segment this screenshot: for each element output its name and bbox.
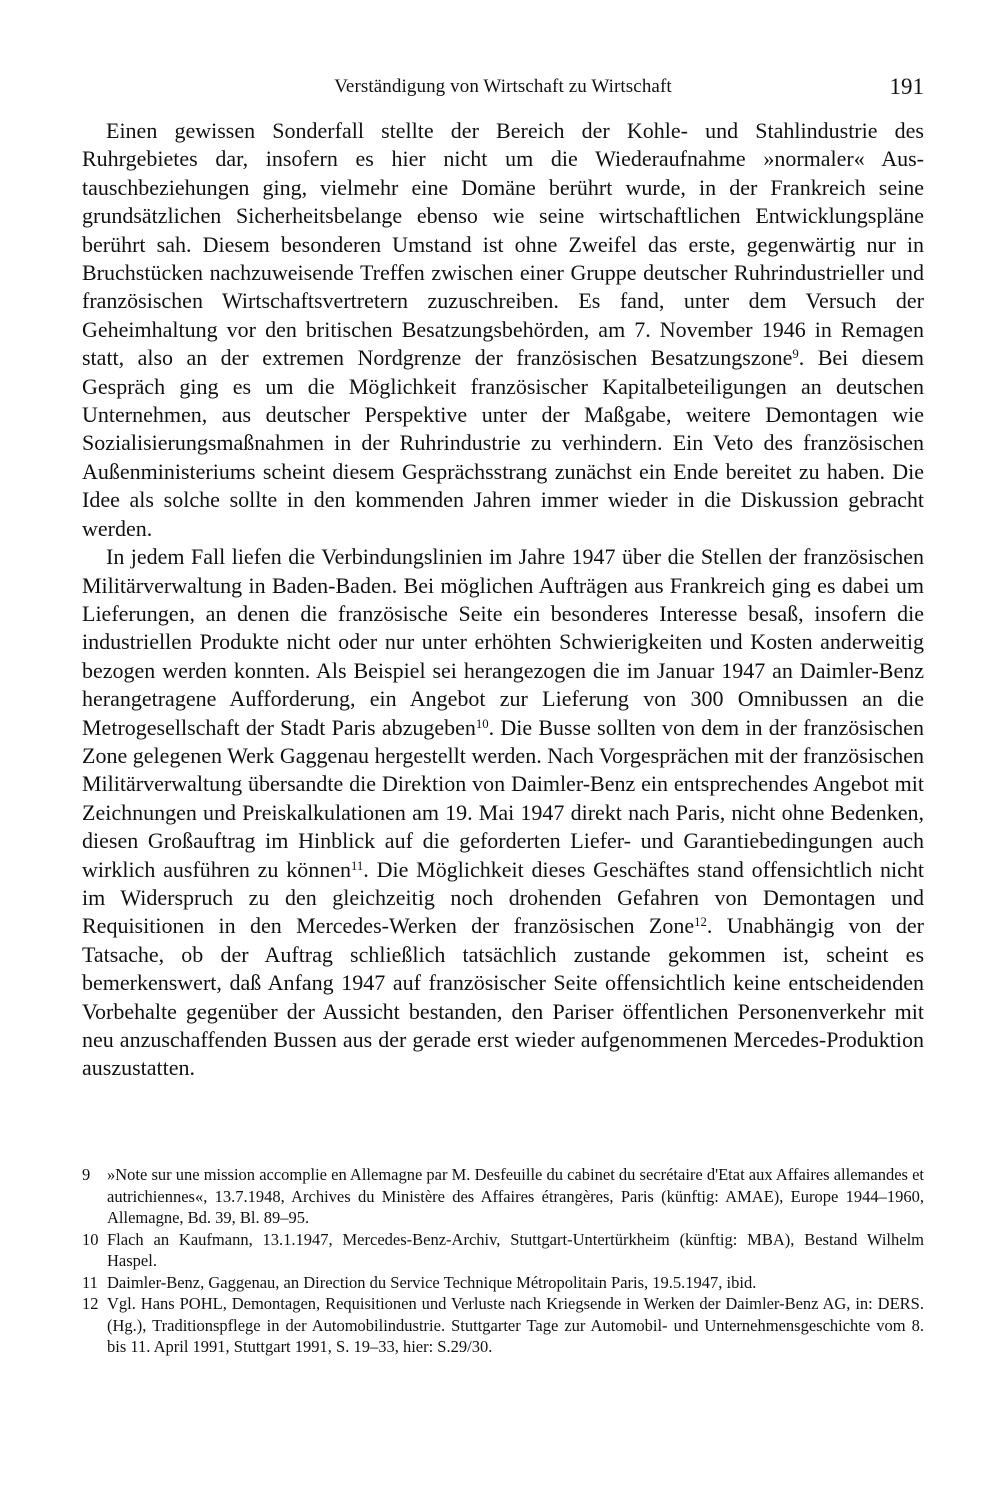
footnote-ref-10[interactable]: 10	[475, 716, 489, 731]
footnote-number: 11	[82, 1272, 98, 1292]
footnote-number: 12	[82, 1294, 99, 1313]
footnote-text: Flach an Kaufmann, 13.1.1947, Mercedes-Benz-Archiv, Stuttgart-Untertürkheim (künftig: MBA), Bestand Wilhelm Haspel.	[107, 1229, 924, 1270]
footnote-number: 10	[82, 1229, 99, 1249]
footnote-9	[82, 1164, 924, 1229]
footnote-text: Vgl. Hans POHL, Demontagen, Requisitionen und Verluste nach Kriegsende in Werken der Daimler-Benz AG, in: DERS. (Hg.), Traditionspflege in der Automobilindustrie. Stuttgarter Tage zur Automobil- und Unternehmensgeschichte vom 8. bis 11. April 1991, Stuttgart 1991, S. 19–33, hier: S.29/30.	[107, 1294, 924, 1356]
paragraph-2-text-d: . Unabhängig von der Tatsache, ob der Auftrag schließlich tatsächlich zustande gekommen ist, scheint es bemerkenswert, daß Anfang 1947 auf französischer Seite offensichtlich keine entscheidenden Vorbehalte gegenüber der Aussicht bestanden, den Pariser öffentlichen Personenverkehr mit neu anzuschaffenden Bussen aus der gerade erst wieder aufgenommenen Mercedes-Produktion auszustatten.	[82, 913, 924, 1081]
running-header	[82, 72, 924, 102]
paragraph-1-text-b: . Bei diesem Gespräch ging es um die Möglichkeit französischer Kapitalbeteiligungen an deutschen Unternehmen, aus deutscher Perspektive unter der Maßgabe, weitere Demontagen wie Sozialisierungsmaßnahmen in der Ruhrindustrie zu verhindern. Ein Veto des französischen Außenministeriums scheint diesem Gesprächsstrang zunächst ein Ende bereitet zu haben. Die Idee als solche sollte in den kommenden Jahren immer wieder in die Diskussion gebracht werden.	[82, 345, 925, 541]
page-number: 191	[889, 74, 924, 99]
footnote-12	[82, 1293, 924, 1358]
footnote-ref-12[interactable]: 12	[694, 915, 707, 930]
paragraph-2-text-c: . Die Möglichkeit dieses Geschäftes stand offensichtlich nicht im Widerspruch zu den gleichzeitig noch drohenden Gefahren von Demontagen und Requisitionen in den Mercedes-Werken der französischen Zone	[82, 856, 924, 939]
paragraph-1	[82, 117, 924, 543]
footnote-number: 9	[82, 1165, 91, 1184]
footnote-text: Daimler-Benz, Gaggenau, an Direction du Service Technique Métropolitain Paris, 19.5.1947, ibid.	[107, 1272, 757, 1292]
footnote-10	[82, 1229, 924, 1272]
paragraph-2	[82, 543, 924, 1083]
footnote-ref-9[interactable]: 9	[792, 347, 799, 362]
footnote-text: »Note sur une mission accomplie en Allemagne par M. Desfeuille du cabinet du secrétaire d'Etat aux Affaires allemandes et autrichiennes«, 13.7.1948, Archives du Ministère des Affaires étrangères, Paris (künftig: AMAE), Europe 1944–1960, Allemagne, Bd. 39, Bl. 89–95.	[107, 1165, 924, 1227]
footnote-11	[82, 1272, 924, 1294]
paragraph-1-text-a: Einen gewissen Sonderfall stellte der Bereich der Kohle- und Stahlindustrie des Ruhrgebietes dar, insofern es hier nicht um die Wiederaufnahme »normaler« Austauschbeziehungen ging, vielmehr eine Domäne berührt wurde, in der Frankreich seine grundsätzlichen Sicherheitsbelange ebenso wie seine wirtschaftlichen Entwicklungspläne berührt sah. Diesem besonderen Umstand ist ohne Zweifel das erste, gegenwärtig nur in Bruchstücken nachzuweisende Treffen zwischen einer Gruppe deutscher Ruhrindustrieller und französischen Wirtschaftsvertretern zuzuschreiben. Es fand, unter dem Versuch der Geheimhaltung vor den britischen Besatzungsbehörden, am 7. November 1946 in Remagen statt, also an der extremen Nordgrenze der französischen Besatzungszone	[82, 118, 924, 371]
running-title: Verständigung von Wirtschaft zu Wirtschaft	[334, 76, 672, 97]
main-text	[82, 117, 924, 1083]
paragraph-2-text-a: In jedem Fall liefen die Verbindungslinien im Jahre 1947 über die Stellen der französischen Militärverwaltung in Baden-Baden. Bei möglichen Aufträgen aus Frankreich ging es dabei um Lieferungen, an denen die französische Seite ein besonderes Interesse besaß, insofern die industriellen Produkte nicht oder nur unter erhöhten Schwierigkeiten und Kosten anderweitig bezogen werden konnten. Als Beispiel sei herangezogen die im Januar 1947 an Daimler-Benz herangetragene Aufforderung, ein Angebot zur Lieferung von 300 Omnibussen an die Metrogesellschaft der Stadt Paris abzugeben	[82, 544, 924, 740]
footnotes	[82, 1164, 924, 1358]
footnote-ref-11[interactable]: 11	[351, 858, 364, 873]
paragraph-2-text-b: . Die Busse sollten von dem in der französischen Zone gelegenen Werk Gaggenau hergestellt werden. Nach Vorgesprächen mit der französischen Militärverwaltung übersandte die Direktion von Daimler-Benz ein entsprechendes Angebot mit Zeichnungen und Preiskalkulationen am 19. Mai 1947 direkt nach Paris, nicht ohne Bedenken, diesen Großauftrag im Hinblick auf die geforderten Liefer- und Garantiebedingungen auch wirklich ausführen zu können	[82, 714, 925, 882]
